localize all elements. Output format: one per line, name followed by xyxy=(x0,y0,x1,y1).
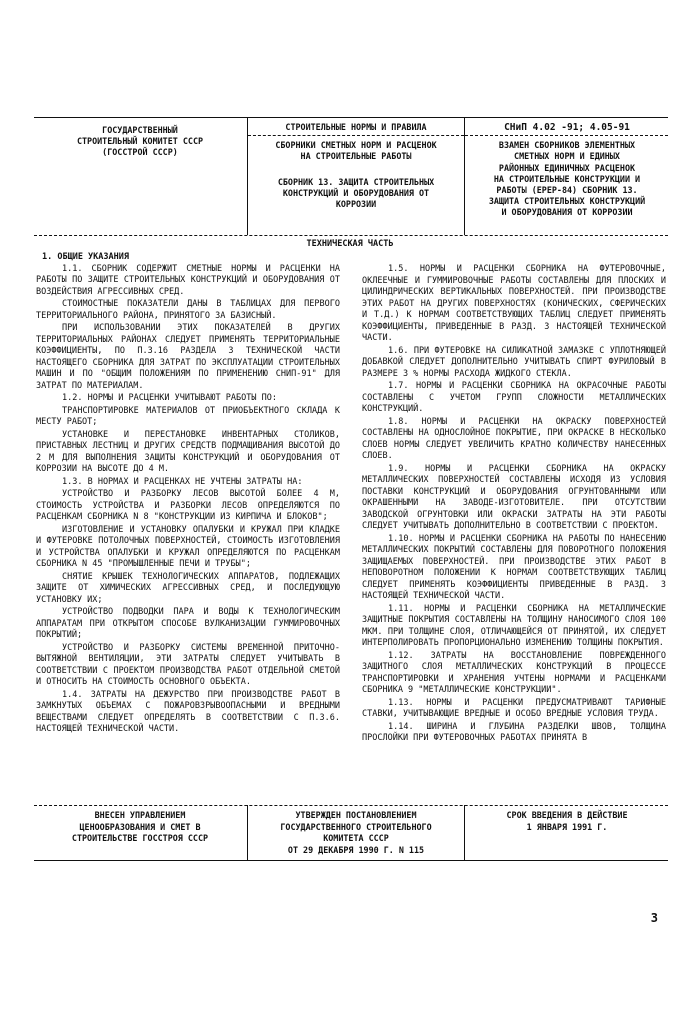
header-organization xyxy=(36,125,244,159)
paragraph: 1.9. НОРМЫ И РАСЦЕНКИ СБОРНИКА НА ОКРАСКУ МЕТАЛЛИЧЕСКИХ ПОВЕРХНОСТЕЙ СОСТАВЛЕНЫ ИСХОДЯ ИЗ УСЛОВИЯ ПОСТАВКИ КОНСТРУКЦИЙ И ОБОРУДОВАНИЯ ОГРУНТОВАННЫМИ ИЛИ ОКРАШЕННЫМИ НА ЗАВОДЕ-ИЗГОТОВИТЕЛЕ. ПРИ ОТСУТСТВИИ ЗАВОДСКОЙ ОГРУНТОВКИ ИЛИ ОКРАСКИ ЗАТРАТЫ НА ЭТИ РАБОТЫ СЛЕДУЕТ УЧИТЫВАТЬ ДОПОЛНИТЕЛЬНО В СООТВЕТСТВИИ С ПРОЕКТОМ. xyxy=(362,463,666,531)
footer-introduced xyxy=(36,810,244,845)
footer-top-rule xyxy=(34,805,668,806)
replaces-line: ЗАЩИТА СТРОИТЕЛЬНЫХ КОНСТРУКЦИЙ xyxy=(488,196,646,207)
paragraph: СТОИМОСТНЫЕ ПОКАЗАТЕЛИ ДАНЫ В ТАБЛИЦАХ ДЛЯ ПЕРВОГО ТЕРРИТОРИАЛЬНОГО РАЙОНА, ПРИНЯТОГО ЗА БАЗИСНЫЙ. xyxy=(36,299,340,321)
replaces-line: РАБОТЫ (ЕРЕР-84) СБОРНИК 13. xyxy=(496,185,638,196)
header-bottom-rule xyxy=(34,235,668,236)
org-line: ГОСУДАРСТВЕННЫЙ xyxy=(102,125,178,135)
header-code xyxy=(467,122,667,219)
paragraph: 1.8. НОРМЫ И РАСЦЕНКИ НА ОКРАСКУ ПОВЕРХНОСТЕЙ СОСТАВЛЕНЫ НА ОДНОСЛОЙНОЕ ПОКРЫТИЕ, ПРИ ОКРАСКЕ В НЕСКОЛЬКО СЛОЕВ НОРМЫ СЛЕДУЕТ УВЕЛИЧИТЬ КРАТНО КОЛИЧЕСТВУ НАНЕСЕННЫХ СЛОЕВ. xyxy=(362,416,666,461)
paragraph: 1.2. НОРМЫ И РАСЦЕНКИ УЧИТЫВАЮТ РАБОТЫ ПО: xyxy=(62,393,277,403)
replaces-line: СМЕТНЫХ НОРМ И ЕДИНЫХ xyxy=(514,151,620,162)
right-column xyxy=(362,264,666,746)
general-instructions-heading: 1. ОБЩИЕ УКАЗАНИЯ xyxy=(42,252,129,262)
collection13-line: СБОРНИК 13. ЗАЩИТА СТРОИТЕЛЬНЫХ xyxy=(277,176,435,187)
paragraph: 1.10. НОРМЫ И РАСЦЕНКИ СБОРНИКА НА РАБОТЫ ПО НАНЕСЕНИЮ МЕТАЛЛИЧЕСКИХ ПОКРЫТИЙ СОСТАВЛЕНЫ ДЛЯ ПОВОРОТНОГО ПОЛОЖЕНИЯ ЗАЩИЩАЕМЫХ ПОВЕРХНОСТЕЙ. ПРИ ПРОИЗВОДСТВЕ ЭТИХ РАБОТ В НЕПОВОРОТНОМ ПОЛОЖЕНИИ К НОРМАМ СООТВЕТСТВУЮЩИХ ТАБЛИЦ СЛЕДУЕТ ПРИМЕНЯТЬ КОЭФФИЦИЕНТЫ ПРИВЕДЕННЫЕ В РАЗД. 3 НАСТОЯЩЕЙ ТЕХНИЧЕСКОЙ ЧАСТИ. xyxy=(362,533,666,601)
footer-effective xyxy=(467,810,667,833)
org-line: СТРОИТЕЛЬНЫЙ КОМИТЕТ СССР xyxy=(76,136,204,147)
approved-line: ГОСУДАРСТВЕННОГО СТРОИТЕЛЬНОГО xyxy=(280,821,432,832)
snip-code: СНиП 4.02 -91; 4.05-91 xyxy=(504,122,630,133)
replaces-line: РАЙОННЫХ ЕДИНИЧНЫХ РАСЦЕНОК xyxy=(498,162,636,173)
paragraph: УСТРОЙСТВО И РАЗБОРКУ ЛЕСОВ ВЫСОТОЙ БОЛЕЕ 4 М, СТОИМОСТЬ УСТРОЙСТВА И РАЗБОРКИ ЛЕСОВ ОПРЕДЕЛЯЮТСЯ ПО РАСЦЕНКАМ СБОРНИКА N 8 "КОНСТРУКЦИИ ИЗ КИРПИЧА И БЛОКОВ"; xyxy=(36,489,340,522)
collection-line: НА СТРОИТЕЛЬНЫЕ РАБОТЫ xyxy=(300,151,412,162)
replaces-line: И ОБОРУДОВАНИЯ ОТ КОРРОЗИИ xyxy=(501,207,633,218)
paragraph: 1.3. В НОРМАХ И РАСЦЕНКАХ НЕ УЧТЕНЫ ЗАТРАТЫ НА: xyxy=(62,476,303,487)
introduced-line: СТРОИТЕЛЬСТВЕ ГОССТРОЯ СССР xyxy=(71,833,209,843)
page-number: 3 xyxy=(650,911,658,925)
introduced-line: ВНЕСЕН УПРАВЛЕНИЕМ xyxy=(94,810,186,820)
paragraph: ИЗГОТОВЛЕНИЕ И УСТАНОВКУ ОПАЛУБКИ И КРУЖАЛ ПРИ КЛАДКЕ И ФУТЕРОВКЕ ПОТОЛОЧНЫХ ПОВЕРХНОСТЕЙ, СТОИМОСТЬ ИЗГОТОВЛЕНИЯ И УСТРОЙСТВА ОПАЛУБКИ И КРУЖАЛ ОПРЕДЕЛЯЮТСЯ ПО РАСЦЕНКАМ СБОРНИКА N 45 "ПРОМЫШЛЕННЫЕ ПЕЧИ И ТРУБЫ"; xyxy=(36,524,340,569)
collection13-line: КОРРОЗИИ xyxy=(335,199,377,210)
approved-line: КОМИТЕТА СССР xyxy=(323,833,389,843)
paragraph: 1.4. ЗАТРАТЫ НА ДЕЖУРСТВО ПРИ ПРОИЗВОДСТВЕ РАБОТ В ЗАМКНУТЫХ ОБЪЕМАХ С ПОЖАРОВЗРЫВООПАСНЫМИ И ВРЕДНЫМИ ВЕЩЕСТВАМИ СЛЕДУЕТ ОПРЕДЕЛЯТЬ В СООТВЕТСТВИИ С П.3.6. НАСТОЯЩЕЙ ТЕХНИЧЕСКОЙ ЧАСТИ. xyxy=(36,689,340,734)
norms-title: СТРОИТЕЛЬНЫЕ НОРМЫ И ПРАВИЛА xyxy=(285,122,427,132)
effective-line: 1 ЯНВАРЯ 1991 Г. xyxy=(526,821,608,832)
header-norms xyxy=(250,122,462,210)
paragraph: 1.1. СБОРНИК СОДЕРЖИТ СМЕТНЫЕ НОРМЫ И РАСЦЕНКИ НА РАБОТЫ ПО ЗАЩИТЕ СТРОИТЕЛЬНЫХ КОНСТРУКЦИЙ И ОБОРУДОВАНИЯ ОТ ВОЗДЕЙСТВИЯ АГРЕССИВНЫХ СРЕД. xyxy=(36,263,340,297)
paragraph: ПРИ ИСПОЛЬЗОВАНИИ ЭТИХ ПОКАЗАТЕЛЕЙ В ДРУГИХ ТЕРРИТОРИАЛЬНЫХ РАЙОНАХ СЛЕДУЕТ ПРИМЕНЯТЬ ТЕРРИТОРИАЛЬНЫЕ КОЭФФИЦИЕНТЫ, ПО П.3.16 РАЗДЕЛА 3 ТЕХНИЧЕСКОЙ ЧАСТИ НАСТОЯЩЕГО СБОРНИКА ДЛЯ ЗАТРАТ ПО ЭКСПЛУАТАЦИИ СТРОИТЕЛЬНЫХ МАШИН И ПО "ОБЩИМ ПОЛОЖЕНИЯМ ПО ПРИМЕНЕНИЮ СНИП-91" ДЛЯ ЗАТРАТ ПО МАТЕРИАЛАМ. xyxy=(36,323,340,391)
left-column xyxy=(36,252,340,737)
paragraph: 1.12. ЗАТРАТЫ НА ВОССТАНОВЛЕНИЕ ПОВРЕЖДЕННОГО ЗАЩИТНОГО СЛОЯ МЕТАЛЛИЧЕСКИХ КОНСТРУКЦИЙ В ПРОЦЕССЕ ТРАНСПОРТИРОВКИ И ХРАНЕНИЯ УЧТЕНЫ НОРМАМИ И РАСЦЕНКАМИ СБОРНИКА 9 "МЕТАЛЛИЧЕСКИЕ КОНСТРУКЦИИ". xyxy=(362,650,666,695)
effective-line: СРОК ВВЕДЕНИЯ В ДЕЙСТВИЕ xyxy=(506,810,628,820)
header-top-rule xyxy=(34,117,668,118)
section-title: ТЕХНИЧЕСКАЯ ЧАСТЬ xyxy=(306,239,394,249)
org-line: (ГОССТРОЙ СССР) xyxy=(102,147,178,158)
footer-approved xyxy=(250,810,462,856)
collection13-line: КОНСТРУКЦИЙ И ОБОРУДОВАНИЯ ОТ xyxy=(282,187,430,198)
paragraph: 1.13. НОРМЫ И РАСЦЕНКИ ПРЕДУСМАТРИВАЮТ ТАРИФНЫЕ СТАВКИ, УЧИТЫВАЮЩИЕ ВРЕДНЫЕ И ОСОБО ВРЕДНЫЕ УСЛОВИЯ ТРУДА. xyxy=(362,697,666,719)
paragraph: СНЯТИЕ КРЫШЕК ТЕХНОЛОГИЧЕСКИХ АППАРАТОВ, ПОДЛЕЖАЩИХ ЗАЩИТЕ ОТ ХИМИЧЕСКИХ АГРЕССИВНЫХ СРЕД, И ПОСЛЕДУЮЩУЮ УСТАНОВКУ ИХ; xyxy=(36,571,340,605)
collection-line: СБОРНИКИ СМЕТНЫХ НОРМ И РАСЦЕНОК xyxy=(275,140,437,151)
approved-line: ОТ 29 ДЕКАБРЯ 1990 Г. N 115 xyxy=(287,844,425,855)
replaces-line: ВЗАМЕН СБОРНИКОВ ЭЛЕМЕНТНЫХ xyxy=(498,140,636,151)
footer-divider-1 xyxy=(247,805,248,860)
approved-line: УТВЕРЖДЕН ПОСТАНОВЛЕНИЕМ xyxy=(295,810,417,820)
footer-divider-2 xyxy=(464,805,465,860)
paragraph: 1.5. НОРМЫ И РАСЦЕНКИ СБОРНИКА НА ФУТЕРОВОЧНЫЕ, ОКЛЕЕЧНЫЕ И ГУММИРОВОЧНЫЕ РАБОТЫ СОСТАВЛЕНЫ ДЛЯ ПЛОСКИХ И ЦИЛИНДРИЧЕСКИХ ВЕРТИКАЛЬНЫХ ПОВЕРХНОСТЕЙ. ПРИ ПРОИЗВОДСТВЕ ЭТИХ РАБОТ НА ДРУГИХ ПОВЕРХНОСТЯХ (КОНИЧЕСКИХ, СФЕРИЧЕСКИХ И Т.Д.) К НОРМАМ СООТВЕТСТВУЮЩИХ ТАБЛИЦ СЛЕДУЕТ ПРИМЕНЯТЬ КОЭФФИЦИЕНТЫ, ПРИВЕДЕННЫЕ В РАЗД. 3 НАСТОЯЩЕЙ ТЕХНИЧЕСКОЙ ЧАСТИ. xyxy=(362,264,666,343)
paragraph: ТРАНСПОРТИРОВКЕ МАТЕРИАЛОВ ОТ ПРИОБЪЕКТНОГО СКЛАДА К МЕСТУ РАБОТ; xyxy=(36,405,340,427)
paragraph: УСТРОЙСТВО И РАЗБОРКУ СИСТЕМЫ ВРЕМЕННОЙ ПРИТОЧНО-ВЫТЯЖНОЙ ВЕНТИЛЯЦИИ, ЭТИ ЗАТРАТЫ СЛЕДУЕТ УЧИТЫВАТЬ В СООТВЕТСТВИИ С ПРОЕКТОМ ПРОИЗВОДСТВА РАБОТ ОТДЕЛЬНОЙ СМЕТОЙ И ОТНОСИТЬ НА СТОИМОСТЬ ОСНОВНОГО ОБЪЕКТА. xyxy=(36,642,340,687)
footer-bottom-rule xyxy=(34,860,668,861)
paragraph: 1.14. ШИРИНА И ГЛУБИНА РАЗДЕЛКИ ШВОВ, ТОЛЩИНА ПРОСЛОЙКИ ПРИ ФУТЕРОВОЧНЫХ РАБОТАХ ПРИНЯТА В xyxy=(362,721,666,743)
introduced-line: ЦЕНООБРАЗОВАНИЯ И СМЕТ В xyxy=(79,821,201,832)
replaces-line: НА СТРОИТЕЛЬНЫЕ КОНСТРУКЦИИ И xyxy=(493,173,641,184)
paragraph: 1.6. ПРИ ФУТЕРОВКЕ НА СИЛИКАТНОЙ ЗАМАЗКЕ С УПЛОТНЯЮЩЕЙ ДОБАВКОЙ СЛЕДУЕТ ДОПОЛНИТЕЛЬНО УЧИТЫВАТЬ СПИРТ ФУРИЛОВЫЙ В РАЗМЕРЕ 3 % НОРМЫ РАСХОДА ЖИДКОГО СТЕКЛА. xyxy=(362,345,666,379)
paragraph: УСТАНОВКЕ И ПЕРЕСТАНОВКЕ ИНВЕНТАРНЫХ СТОЛИКОВ, ПРИСТАВНЫХ ЛЕСТНИЦ И ДРУГИХ СРЕДСТВ ПОДМАЩИВАНИЯ ВЫСОТОЙ ДО 2 М ДЛЯ ВЫПОЛНЕНИЯ ЗАЩИТЫ КОНСТРУКЦИЙ И ОБОРУДОВАНИЯ ОТ КОРРОЗИИ НА ВЫСОТЕ ДО 4 М. xyxy=(36,429,340,474)
paragraph: УСТРОЙСТВО ПОДВОДКИ ПАРА И ВОДЫ К ТЕХНОЛОГИЧЕСКИМ АППАРАТАМ ПРИ ОТКРЫТОМ СПОСОБЕ ВУЛКАНИЗАЦИИ ГУММИРОВОЧНЫХ ПОКРЫТИЙ; xyxy=(36,607,340,640)
paragraph: 1.11. НОРМЫ И РАСЦЕНКИ СБОРНИКА НА МЕТАЛЛИЧЕСКИЕ ЗАЩИТНЫЕ ПОКРЫТИЯ СОСТАВЛЕНЫ НА ТОЛЩИНУ НАНОСИМОГО СЛОЯ 100 МКМ. ПРИ ТОЛЩИНЕ СЛОЯ, ОТЛИЧАЮЩЕЙСЯ ОТ ПРИНЯТОЙ, ИХ СЛЕДУЕТ ИНТЕРПОЛИРОВАТЬ ПРОПОРЦИОНАЛЬНО ИЗМЕНЕНИЮ ТОЛЩИНЫ ПОКРЫТИЯ. xyxy=(362,603,666,648)
paragraph: 1.7. НОРМЫ И РАСЦЕНКИ СБОРНИКА НА ОКРАСОЧНЫЕ РАБОТЫ СОСТАВЛЕНЫ С УЧЕТОМ ГРУПП СЛОЖНОСТИ МЕТАЛЛИЧЕСКИХ КОНСТРУКЦИЙ. xyxy=(362,381,666,414)
